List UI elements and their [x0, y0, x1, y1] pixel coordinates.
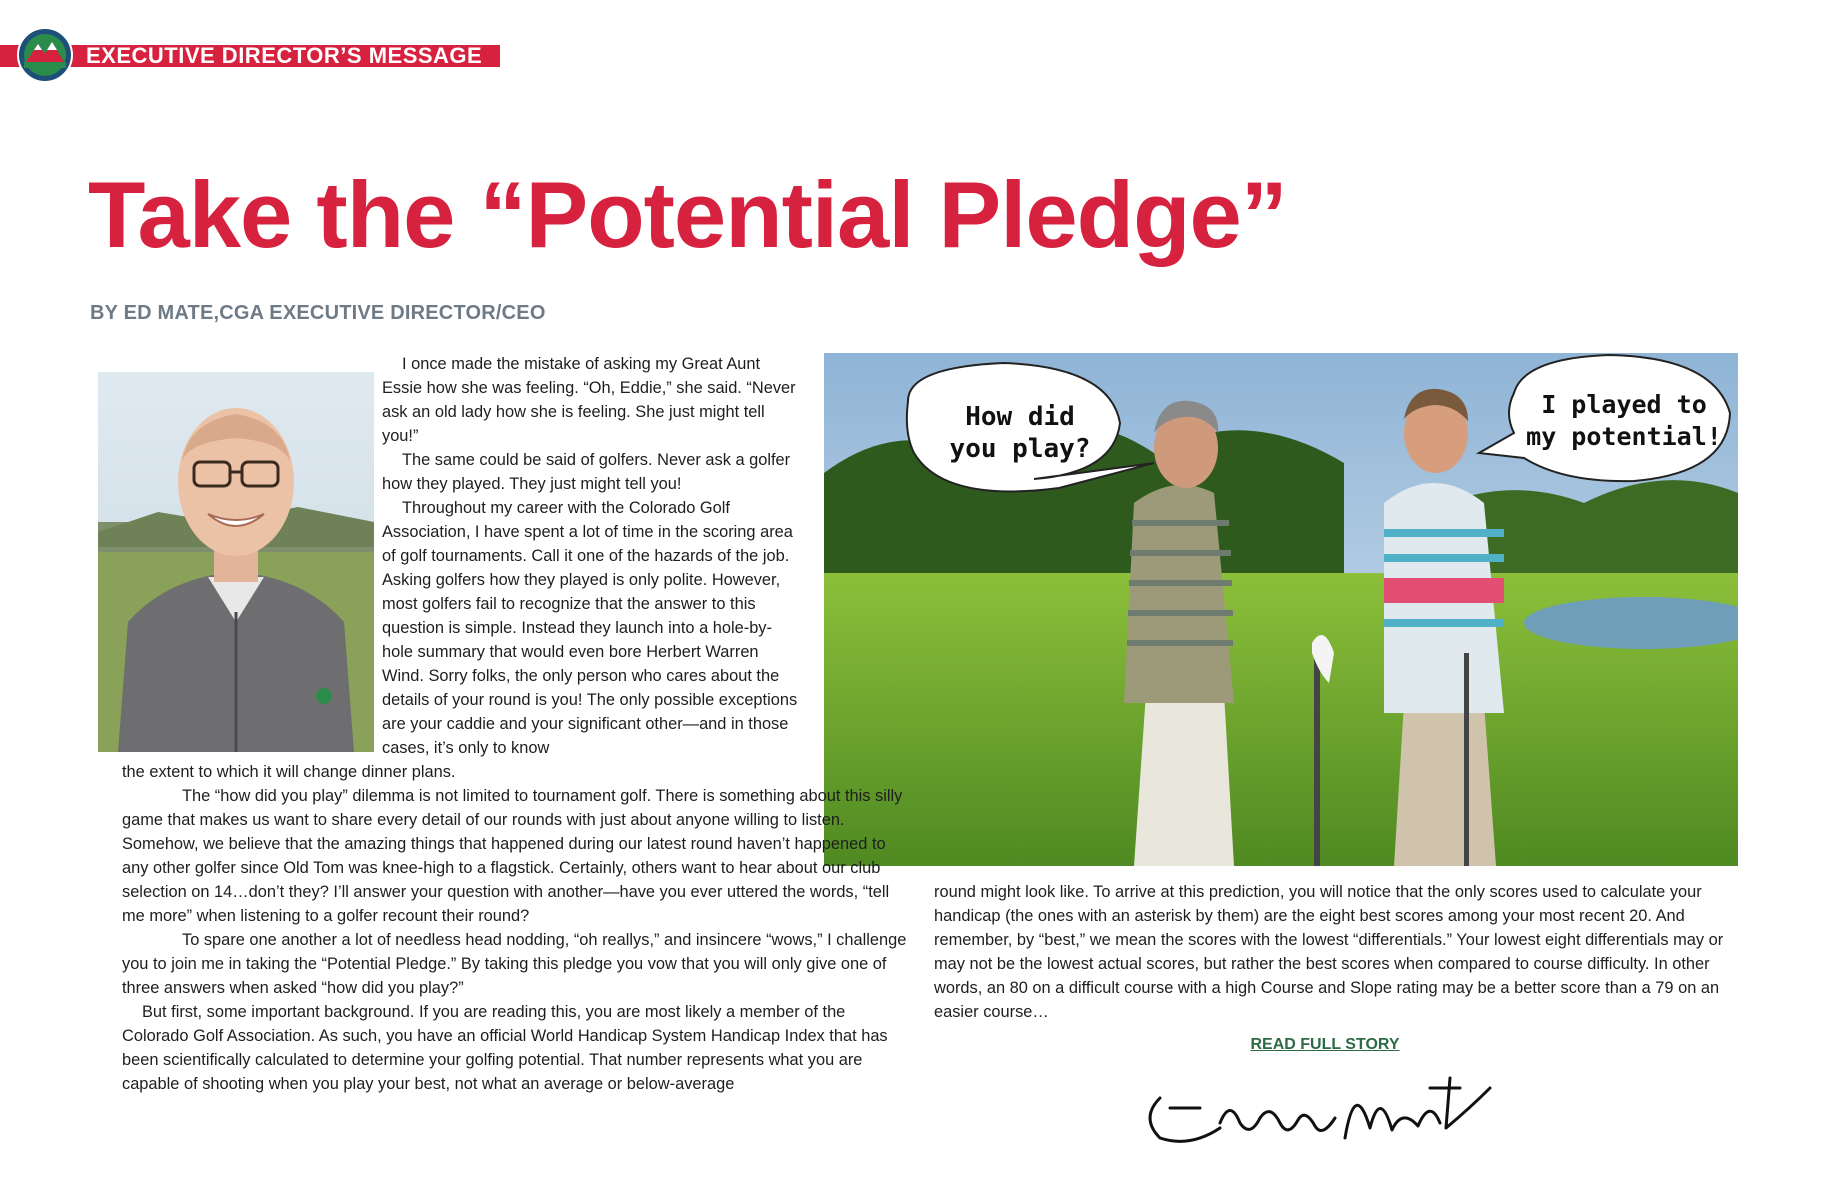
- golfers-photo: [824, 353, 1738, 866]
- article-title: Take the “Potential Pledge”: [88, 162, 1287, 267]
- paragraph: The same could be said of golfers. Never ask a golfer how they played. They just might tell you!: [382, 451, 791, 493]
- article-body-col2: [934, 880, 1734, 1024]
- author-portrait: [98, 372, 374, 752]
- paragraph: But first, some important background. If you are reading this, you are most likely a member of the Colorado Golf Association. As such, you have an official World Handicap System Handicap Index that has been scientifically calculated to determine your golfing potential. That number represents what you are capable of shooting when you play your best, not what an average or below-average: [122, 1003, 888, 1093]
- signature: [1130, 1068, 1530, 1158]
- paragraph: The “how did you play” dilemma is not limited to tournament golf. There is something about this silly game that makes us want to share every detail of our rounds with just about anyone willing to listen. Somehow, we believe that the amazing things that happened during our latest round haven’t happened to any other golfer since Old Tom was knee-high to a flagstick. Certainly, others want to hear about our club selection on 14…don’t they? I’ll answer your question with another—have you ever uttered the words, “tell me more” when listening to a golfer recount their round?: [122, 787, 903, 925]
- paragraph: round might look like. To arrive at this prediction, you will notice that the only scores used to calculate your handicap (the ones with an asterisk by them) are the eight best scores among your most recent 20. And remember, by “best,” we mean the scores with the lowest “differentials.” Your lowest eight differentials may or may not be the lowest actual scores, but rather the best scores when compared to course difficulty. In other words, an 80 on a difficult course with a high Course and Slope rating may be a better score than a 79 on an easier course…: [934, 883, 1724, 1021]
- paragraph: Throughout my career with the Colorado Golf Association, I have spent a lot of time in the scoring area of golf tournaments. Call it one of the hazards of the job. Asking golfers how they played is only polite. However, most golfers fail to recognize that the answer to this question is simple. Instead they launch into a hole-by-hole summary that would even bore Herbert Warren Wind. Sorry folks, the only person who cares about the details of your round is you! The only possible exceptions are your caddie and your significant other—and in those cases, it’s only to know: [382, 499, 798, 757]
- cga-logo-icon: [16, 26, 74, 84]
- article-body-col1-top: [382, 352, 802, 760]
- bubble-right-line1: I played to: [1541, 390, 1707, 419]
- read-full-story-link[interactable]: READ FULL STORY: [1250, 1036, 1400, 1053]
- paragraph: To spare one another a lot of needless head nodding, “oh reallys,” and insincere “wows,” I challenge you to join me in taking the “Potential Pledge.” By taking this pledge you vow that you will only give one of three answers when asked “how did you play?”: [122, 931, 907, 997]
- section-label: EXECUTIVE DIRECTOR’S MESSAGE: [86, 43, 483, 68]
- paragraph: the extent to which it will change dinner plans.: [122, 763, 456, 781]
- article-byline: BY ED MATE,CGA EXECUTIVE DIRECTOR/CEO: [90, 302, 546, 324]
- bubble-left-line2: you play?: [949, 434, 1091, 464]
- bubble-right-line2: my potential!: [1526, 422, 1722, 451]
- paragraph: I once made the mistake of asking my Great Aunt Essie how she was feeling. “Oh, Eddie,” she said. “Never ask an old lady how she is feeling. She just might tell you!”: [382, 355, 796, 445]
- bubble-left-line1: How did: [965, 402, 1075, 432]
- article-body-col1-bottom: [122, 760, 912, 1096]
